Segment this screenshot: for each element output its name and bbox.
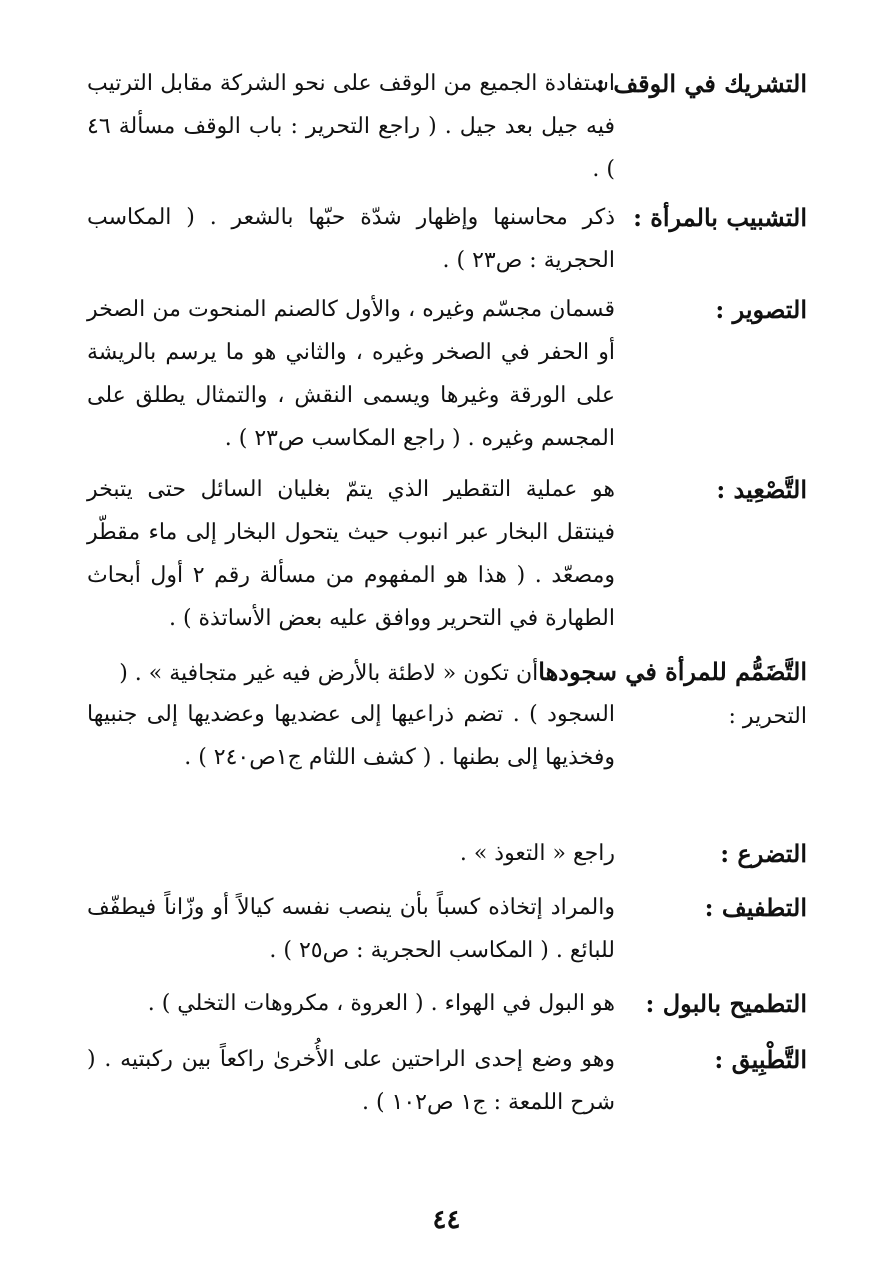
entry-tashrik [85, 62, 807, 192]
entry-term: التَّطْبِيق : [714, 1045, 807, 1074]
entry-term: التَّضَمُّم للمرأة في سجودها [538, 657, 807, 686]
entry-term: التطفيف : [704, 893, 807, 922]
entry-tadammum [85, 650, 807, 830]
entry-definition: ذكر محاسنها وإظهار شدّة حبّها بالشعر . ( المكاسب الحجرية : ص٢٣ ) . [87, 205, 615, 273]
entry-term: التشبيب بالمرأة : [633, 203, 807, 232]
entry-definition: هو عملية التقطير الذي يتمّ بغليان السائل حتى يتبخر فينتقل البخار عبر انبوب حيث يتحول البخار إلى ماء مقطّر ومصعّد . ( هذا هو المفهوم من مسألة رقم ٢ أول أبحاث الطهارة في التحرير ووافق عليه بعض الأساتذة ) . [87, 477, 616, 631]
entry-term: التصوير : [715, 295, 807, 324]
entry-definition: راجع « التعوذ » . [459, 841, 615, 866]
entry-tashbib [85, 196, 807, 284]
entry-term: التشريك في الوقف : [596, 69, 807, 98]
entry-definition-start: أن تكون « لاطئة بالأرض فيه غير متجافية » . ( التحرير : [119, 661, 807, 729]
entry-definition: هو البول في الهواء . ( العروة ، مكروهات التخلي ) . [147, 991, 615, 1016]
entry-definition: استفادة الجميع من الوقف على نحو الشركة مقابل الترتيب فيه جيل بعد جيل . ( راجع التحرير : باب الوقف مسألة ٤٦ ) . [87, 71, 615, 182]
entry-tatmih [85, 982, 807, 1030]
entry-term: التطميح بالبول : [645, 989, 807, 1018]
entry-term: التضرع : [720, 839, 807, 868]
entry-tasid [85, 468, 807, 642]
entry-tadarru [85, 832, 807, 880]
entry-tatbiq [85, 1038, 807, 1126]
entry-definition: وهو وضع إحدى الراحتين على الأُخرىٰ راكعاً بين ركبتيه . ( شرح اللمعة : ج١ ص١٠٢ ) . [87, 1047, 615, 1115]
entry-definition: والمراد إتخاذه كسباً بأن ينصب نفسه كيالاً أو وزّاناً فيطفّف للبائع . ( المكاسب الحجرية : ص٢٥ ) . [87, 895, 615, 963]
entry-term: التَّصْعِيد : [716, 475, 807, 504]
page-number: ٤٤ [432, 1205, 461, 1235]
entry-tatfif [85, 886, 807, 974]
entry-taswir [85, 288, 807, 462]
entry-definition: السجود ) . تضم ذراعيها إلى عضديها وعضديها إلى جنبيها وفخذيها إلى بطنها . ( كشف اللثام ج١ص٢٤٠ ) . [87, 702, 615, 770]
entry-definition: قسمان مجسّم وغيره ، والأول كالصنم المنحوت من الصخر أو الحفر في الصخر وغيره ، والثاني هو ما يرسم بالريشة على الورقة وغيرها ويسمى النقش ، والتمثال يطلق على المجسم وغيره . ( راجع المكاسب ص٢٣ ) . [87, 297, 615, 451]
